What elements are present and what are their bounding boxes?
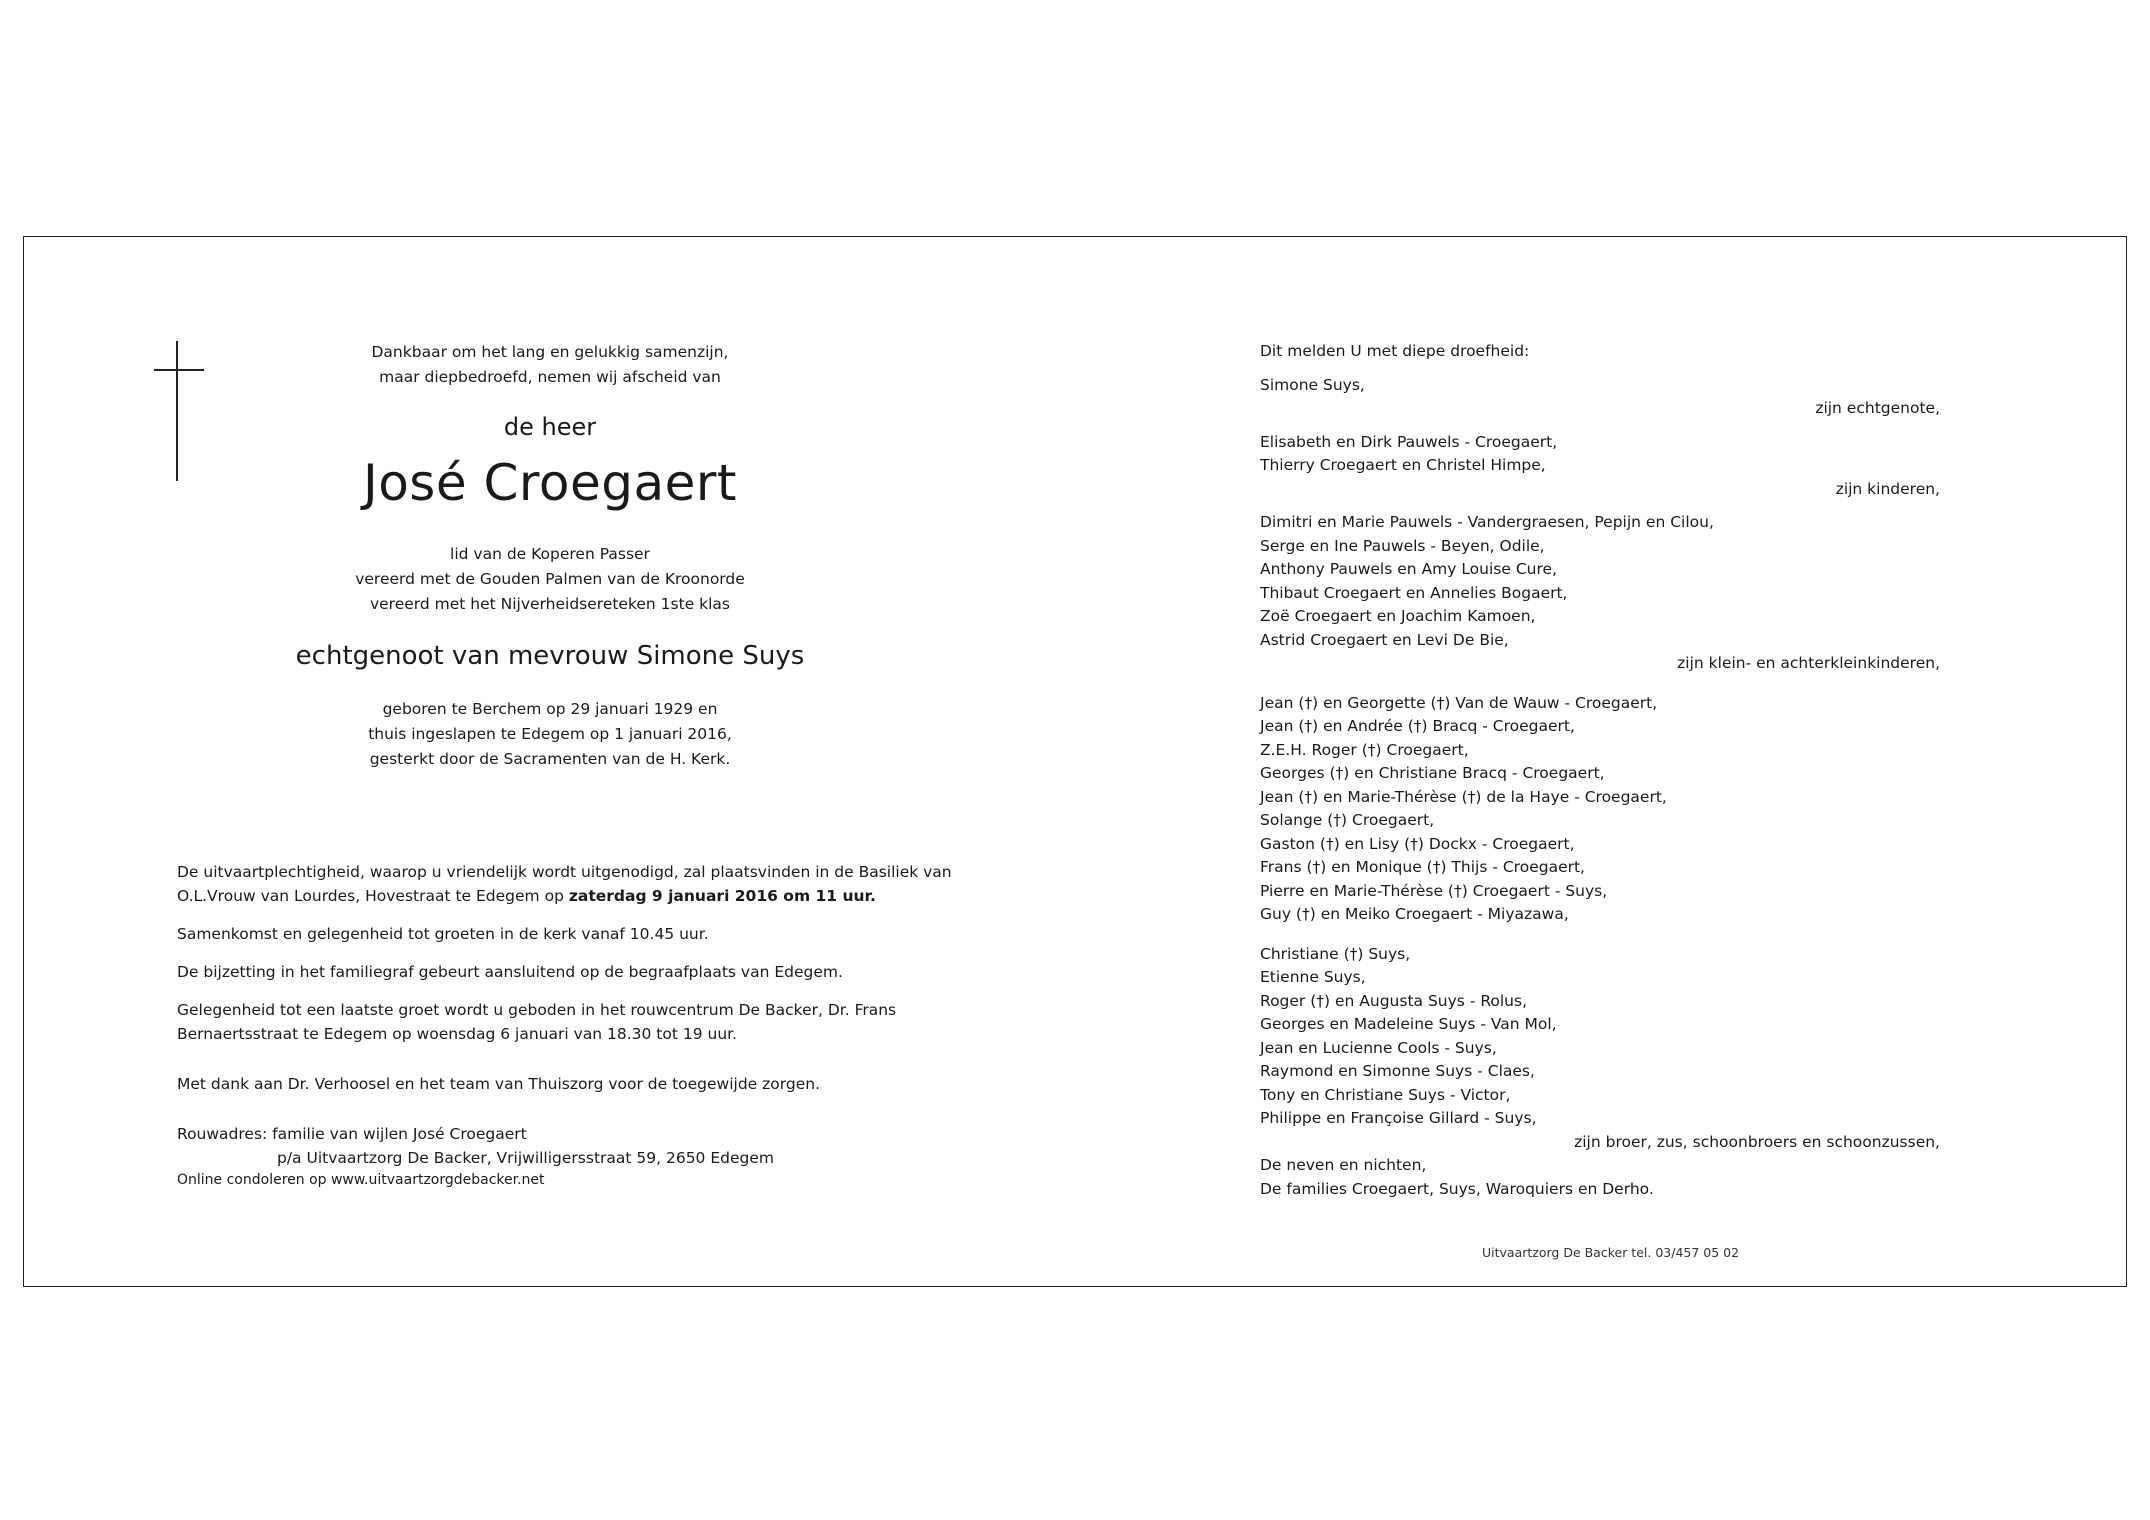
farewell-paragraph: Gelegenheid tot een laatste groet wordt u geboden in het rouwcentrum De Backer, Dr. Frans Bernaertsstraat te Edegem op woensdag 6 januari van 18.30 tot 19 uur.	[177, 1001, 897, 1043]
list-item: Raymond en Simonne Suys - Claes,	[1260, 1062, 1535, 1080]
list-item: Solange (†) Croegaert,	[1260, 811, 1435, 829]
honors-list	[250, 542, 850, 617]
honor-line: lid van de Koperen Passer	[450, 545, 650, 563]
list-item: Thibaut Croegaert en Annelies Bogaert,	[1260, 583, 1568, 602]
honor-line: vereerd met de Gouden Palmen van de Kroonorde	[355, 570, 745, 588]
list-item: Jean (†) en Georgette (†) Van de Wauw - Croegaert,	[1260, 693, 1658, 712]
list-item: Jean (†) en Marie-Thérèse (†) de la Haye - Croegaert,	[1260, 787, 1667, 806]
intro-line: Dankbaar om het lang en gelukkig samenzijn,	[371, 343, 729, 361]
birth-line: gesterkt door de Sacramenten van de H. Kerk.	[369, 750, 731, 768]
spouse-line: echtgenoot van mevrouw Simone Suys	[295, 641, 805, 671]
grandchildren-role: zijn klein- en achterkleinkinderen,	[1677, 654, 1940, 672]
wife-name: Simone Suys,	[1260, 375, 1365, 394]
list-item: Pierre en Marie-Thérèse (†) Croegaert - Suys,	[1260, 881, 1608, 900]
funeral-paragraph	[177, 860, 957, 908]
list-item: Georges en Madeleine Suys - Van Mol,	[1260, 1015, 1557, 1033]
list-item: Thierry Croegaert en Christel Himpe,	[1260, 456, 1546, 474]
wife-role: zijn echtgenote,	[1815, 399, 1940, 417]
list-item: Jean en Lucienne Cools - Suys,	[1260, 1038, 1497, 1057]
list-item: Philippe en Françoise Gillard - Suys,	[1260, 1109, 1537, 1127]
list-item: Roger (†) en Augusta Suys - Rolus,	[1260, 991, 1528, 1010]
announce-line: Dit melden U met diepe droefheid:	[1260, 342, 1530, 360]
list-item: Astrid Croegaert en Levi De Bie,	[1260, 630, 1509, 649]
list-item: Serge en Ine Pauwels - Beyen, Odile,	[1260, 536, 1545, 555]
list-item: Jean (†) en Andrée (†) Bracq - Croegaert,	[1260, 717, 1575, 735]
list-item: Frans (†) en Monique (†) Thijs - Croegaert,	[1260, 858, 1585, 876]
list-item: Elisabeth en Dirk Pauwels - Croegaert,	[1260, 432, 1558, 451]
children-role: zijn kinderen,	[1835, 479, 1940, 498]
meeting-paragraph: Samenkomst en gelegenheid tot groeten in de kerk vanaf 10.45 uur.	[177, 925, 709, 943]
birth-death-info	[250, 697, 850, 772]
siblings-suys-list	[1260, 943, 1940, 1131]
list-item: Z.E.H. Roger (†) Croegaert,	[1260, 740, 1469, 759]
family-announcement	[1260, 340, 1940, 1201]
thanks-paragraph: Met dank aan Dr. Verhoosel en het team van Thuiszorg voor de toegewijde zorgen.	[177, 1075, 820, 1093]
list-item: Guy (†) en Meiko Croegaert - Miyazawa,	[1260, 905, 1569, 923]
honor-line: vereerd met het Nijverheidsereteken 1ste klas	[369, 595, 731, 613]
address-line-2: p/a Uitvaartzorg De Backer, Vrijwilligersstraat 59, 2650 Edegem	[277, 1149, 774, 1167]
obituary-header	[250, 340, 850, 772]
address-line-1: Rouwadres: familie van wijlen José Croegaert	[177, 1125, 527, 1143]
list-item: De neven en nichten,	[1260, 1156, 1427, 1174]
funeral-date: zaterdag 9 januari 2016 om 11 uur.	[568, 887, 876, 905]
deceased-name: José Croegaert	[362, 454, 738, 512]
list-item: Etienne Suys,	[1260, 968, 1366, 986]
burial-paragraph: De bijzetting in het familiegraf gebeurt aansluitend op de begraafplaats van Edegem.	[177, 963, 843, 981]
list-item: Dimitri en Marie Pauwels - Vandergraesen, Pepijn en Cilou,	[1260, 513, 1714, 531]
list-item: De families Croegaert, Suys, Waroquiers en Derho.	[1260, 1179, 1654, 1198]
funeral-home-contact: Uitvaartzorg De Backer tel. 03/457 05 02	[1482, 1245, 1740, 1260]
funeral-details	[177, 860, 957, 1204]
list-item: Georges (†) en Christiane Bracq - Croegaert,	[1260, 764, 1605, 782]
children-list	[1260, 431, 1940, 478]
siblings-croegaert-list	[1260, 692, 1940, 927]
intro-line: maar diepbedroefd, nemen wij afscheid van	[379, 368, 721, 386]
siblings-role: zijn broer, zus, schoonbroers en schoonzussen,	[1574, 1132, 1940, 1151]
grandchildren-list	[1260, 511, 1940, 652]
list-item: Anthony Pauwels en Amy Louise Cure,	[1260, 560, 1557, 578]
list-item: Zoë Croegaert en Joachim Kamoen,	[1260, 607, 1536, 625]
list-item: Christiane (†) Suys,	[1260, 944, 1411, 963]
online-condolence: Online condoleren op www.uitvaartzorgdebacker.net	[177, 1172, 545, 1188]
list-item: Gaston (†) en Lisy (†) Dockx - Croegaert,	[1260, 834, 1575, 853]
list-item: Tony en Christiane Suys - Victor,	[1260, 1085, 1511, 1104]
funeral-text: De uitvaartplechtigheid, waarop u vriendelijk wordt uitgenodigd, zal plaatsvinden in de Basiliek van O.L.Vrouw van Lourdes, Hovestraat te Edegem op	[177, 863, 952, 905]
birth-line: thuis ingeslapen te Edegem op 1 januari 2016,	[368, 725, 732, 743]
title-honorific: de heer	[503, 413, 597, 441]
birth-line: geboren te Berchem op 29 januari 1929 en	[382, 700, 718, 718]
